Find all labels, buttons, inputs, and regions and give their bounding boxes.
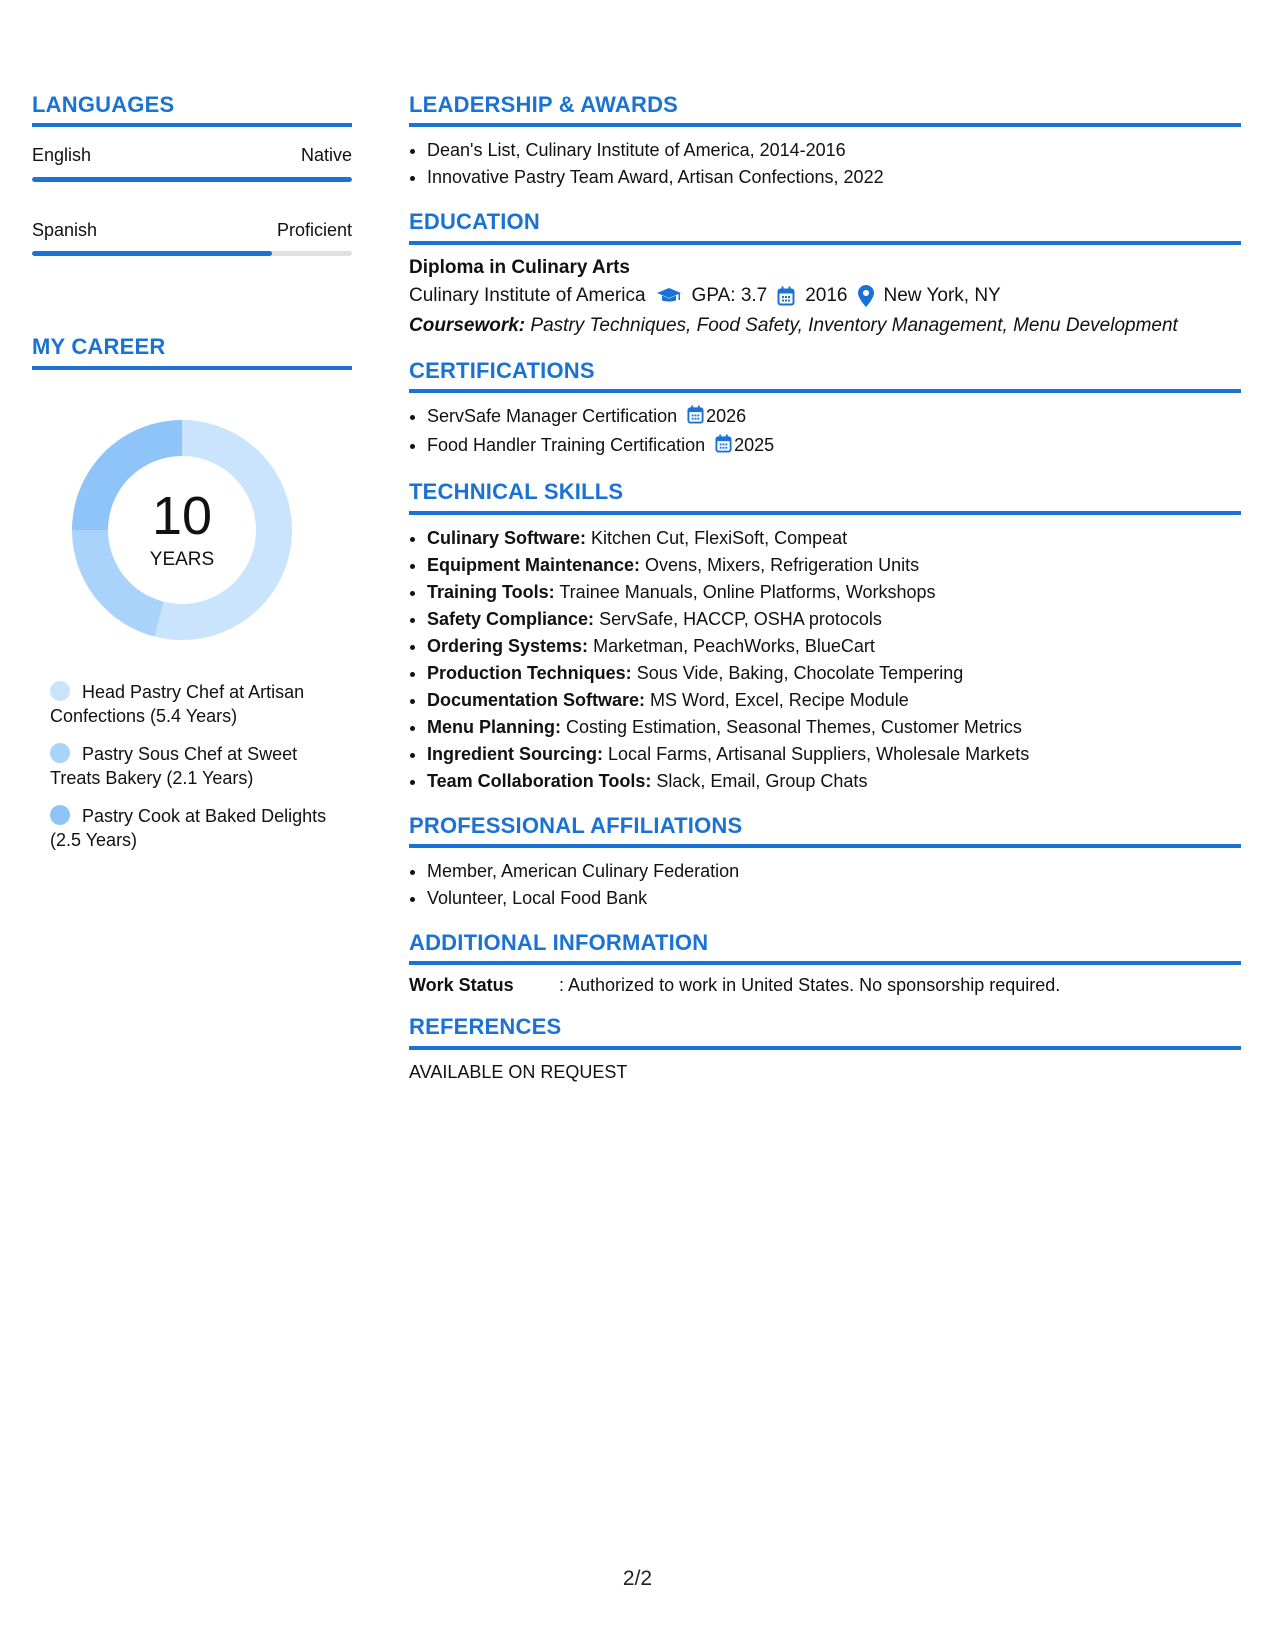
list-item: • Volunteer, Local Food Bank (427, 885, 1241, 912)
additional-info-heading: ADDITIONAL INFORMATION (409, 930, 1241, 965)
legend-label: Pastry Sous Chef at Sweet Treats Bakery (2.1 Years) (50, 743, 298, 788)
work-status-value: : Authorized to work in United States. No sponsorship required. (559, 975, 1061, 996)
career-total-years: 10 (151, 485, 213, 546)
language-row (32, 145, 352, 167)
right-column (409, 92, 1241, 1101)
certification-year: 2025 (734, 435, 775, 456)
skills-section (409, 479, 1241, 794)
certification-item (427, 432, 1241, 461)
certification-item (427, 403, 1241, 432)
list-item: • Member, American Culinary Federation (427, 858, 1241, 885)
career-heading: MY CAREER (32, 334, 352, 369)
work-status-row (409, 975, 1241, 996)
skill-item (427, 525, 1241, 552)
references-text: AVAILABLE ON REQUEST (409, 1061, 628, 1082)
career-total-unit: YEARS (149, 548, 215, 570)
career-donut-chart (62, 410, 302, 650)
certifications-section (409, 358, 1241, 461)
skill-label: Training Tools: (427, 581, 555, 602)
graduation-cap-icon (656, 287, 682, 305)
career-legend (50, 680, 352, 852)
skill-label: Production Techniques: (427, 662, 632, 683)
skill-label: Ordering Systems: (427, 635, 589, 656)
coursework (409, 312, 1241, 341)
skill-label: Ingredient Sourcing: (427, 743, 604, 764)
skill-item (427, 687, 1241, 714)
skill-label: Documentation Software: (427, 689, 646, 710)
education-section (409, 209, 1241, 340)
references-section (409, 1014, 1241, 1082)
skill-value: Marketman, PeachWorks, BlueCart (593, 635, 875, 656)
skill-item (427, 579, 1241, 606)
certification-name: Food Handler Training Certification (427, 435, 706, 456)
education-heading: EDUCATION (409, 209, 1241, 244)
education-location: New York, NY (883, 285, 1001, 307)
language-level: Native (300, 145, 352, 166)
list-item: • Innovative Pastry Team Award, Artisan Confections, 2022 (427, 164, 1241, 191)
work-status-label: Work Status (409, 975, 514, 996)
language-proficiency-bar (32, 177, 352, 182)
list-item: • Dean's List, Culinary Institute of America, 2014-2016 (427, 137, 1241, 164)
skill-value: Costing Estimation, Seasonal Themes, Customer Metrics (566, 716, 1022, 737)
skill-item (427, 741, 1241, 768)
donut-center (62, 410, 302, 650)
leadership-section (409, 92, 1241, 191)
legend-dot-icon (50, 681, 70, 701)
skill-item (427, 768, 1241, 795)
skill-value: Local Farms, Artisanal Suppliers, Wholesale Markets (608, 743, 1030, 764)
skills-list (409, 525, 1241, 795)
language-name: Spanish (32, 219, 98, 240)
skill-item (427, 552, 1241, 579)
coursework-list: Pastry Techniques, Food Safety, Inventory Management, Menu Development (530, 314, 1178, 336)
affiliations-section (409, 813, 1241, 912)
skill-value: Ovens, Mixers, Refrigeration Units (645, 554, 920, 575)
skill-item (427, 660, 1241, 687)
degree: Diploma in Culinary Arts (409, 256, 630, 278)
school-name: Culinary Institute of America (409, 285, 646, 307)
legend-dot-icon (50, 805, 70, 825)
certification-name: ServSafe Manager Certification (427, 406, 678, 427)
languages-section (32, 92, 352, 256)
skills-heading: TECHNICAL SKILLS (409, 479, 1241, 514)
skill-value: Slack, Email, Group Chats (656, 770, 868, 791)
additional-info-section (409, 930, 1241, 996)
skill-value: Sous Vide, Baking, Chocolate Tempering (636, 662, 964, 683)
skill-label: Safety Compliance: (427, 608, 595, 629)
language-list (32, 145, 352, 256)
certification-year: 2026 (706, 406, 747, 427)
language-item (32, 220, 352, 257)
certifications-heading: CERTIFICATIONS (409, 358, 1241, 393)
skill-label: Team Collaboration Tools: (427, 770, 652, 791)
language-item (32, 145, 352, 182)
career-section (32, 334, 352, 851)
career-legend-item (50, 680, 340, 728)
skill-value: MS Word, Excel, Recipe Module (650, 689, 909, 710)
location-pin-icon (858, 285, 874, 307)
language-level: Proficient (276, 219, 352, 240)
skill-item (427, 714, 1241, 741)
skill-value: ServSafe, HACCP, OSHA protocols (599, 608, 882, 629)
page-number: 2/2 (622, 1567, 653, 1590)
language-proficiency-bar (32, 251, 352, 256)
career-legend-item (50, 804, 340, 852)
skill-value: Kitchen Cut, FlexiSoft, Compeat (591, 527, 848, 548)
skill-label: Culinary Software: (427, 527, 587, 548)
skill-label: Equipment Maintenance: (427, 554, 641, 575)
language-name: English (32, 145, 92, 166)
languages-heading: LANGUAGES (32, 92, 352, 127)
calendar-icon (715, 434, 732, 461)
affiliations-heading: PROFESSIONAL AFFILIATIONS (409, 813, 1241, 848)
language-proficiency-fill (32, 251, 272, 256)
affiliations-list (409, 858, 1241, 912)
skill-item (427, 606, 1241, 633)
skill-value: Trainee Manuals, Online Platforms, Workshops (559, 581, 936, 602)
calendar-icon (687, 405, 704, 432)
references-heading: REFERENCES (409, 1014, 1241, 1049)
legend-dot-icon (50, 743, 70, 763)
gpa: GPA: 3.7 (691, 285, 768, 307)
language-row (32, 220, 352, 242)
education-details (409, 281, 1241, 311)
certifications-list (409, 403, 1241, 461)
language-proficiency-fill (32, 177, 352, 182)
leadership-heading: LEADERSHIP & AWARDS (409, 92, 1241, 127)
calendar-icon (777, 286, 795, 306)
skill-item (427, 633, 1241, 660)
leadership-list (409, 137, 1241, 191)
left-column (32, 92, 352, 866)
skill-label: Menu Planning: (427, 716, 561, 737)
graduation-year: 2016 (805, 285, 848, 307)
legend-label: Head Pastry Chef at Artisan Confections (5.4 Years) (50, 681, 305, 726)
career-legend-item (50, 742, 340, 790)
legend-label: Pastry Cook at Baked Delights (2.5 Years) (50, 805, 327, 850)
coursework-label: Coursework: (409, 314, 526, 336)
